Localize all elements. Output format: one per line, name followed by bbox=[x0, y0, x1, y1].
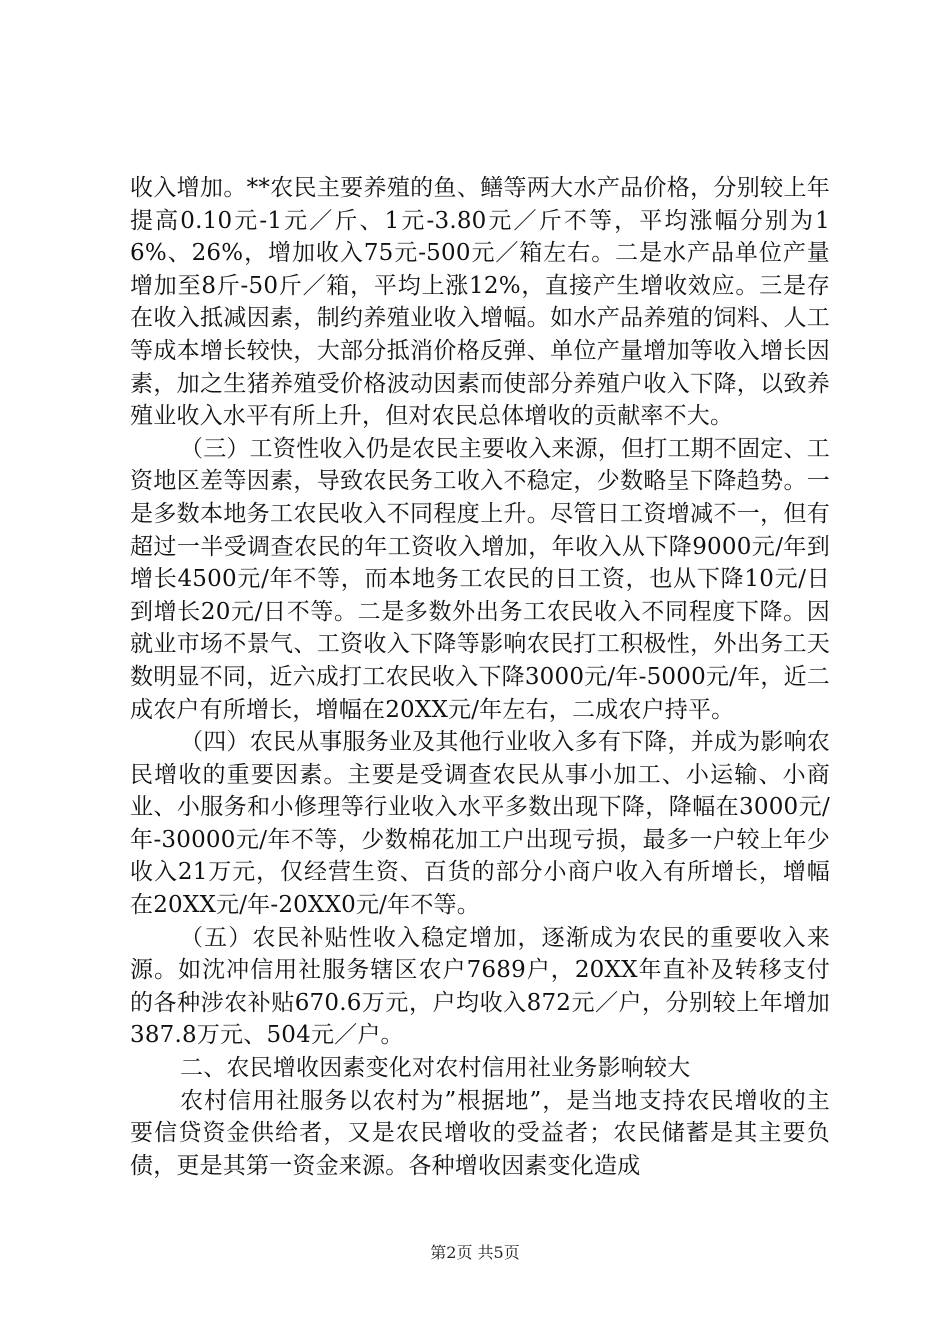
section-heading: 二、农民增收因素变化对农村信用社业务影响较大 bbox=[180, 1055, 691, 1082]
paragraph-2: （三）工资性收入仍是农民主要收入来源，但打工期不固定、工资地区差等因素，导致农民务工收入不稳定，少数略呈下降趋势。一是多数本地务工农民收入不同程度上升。尽管日工资增减不一，但有超过一半受调查农民的年工资收入增加，年收入从下降9000元/年到增长4500元/年不等，而本地务工农民的日工资，也从下降10元/日到增长20元/日不等。二是多数外出务工农民收入不同程度下降。因就业市场不景气、工资收入下降等影响农民打工积极性，外出务工天数明显不同，近六成打工农民收入下降3000元/年-5000元/年，近二成农户有所增长，增幅在20XX元/年左右，二成农户持平。 bbox=[130, 435, 830, 723]
page-footer: 第2页 共5页 bbox=[430, 1243, 520, 1262]
paragraph-3: （四）农民从事服务业及其他行业收入多有下降，并成为影响农民增收的重要因素。主要是受调查农民从事小加工、小运输、小商业、小服务和小修理等行业收入水平多数出现下降，降幅在3000元/年-30000元/年不等，少数棉花加工户出现亏损，最多一户较上年少收入21万元，仅经营生资、百货的部分小商户收入有所增长，增幅在20XX元/年-20XX0元/年不等。 bbox=[130, 729, 830, 919]
paragraph-4: （五）农民补贴性收入稳定增加，逐渐成为农民的重要收入来源。如沈冲信用社服务辖区农户7689户，20XX年直补及转移支付的各种涉农补贴670.6万元，户均收入872元／户，分别较上年增加387.8万元、504元／户。 bbox=[130, 924, 830, 1049]
document-body bbox=[130, 172, 830, 1182]
paragraph-5: 农村信用社服务以农村为”根据地”，是当地支持农民增收的主要信贷资金供给者，又是农民增收的受益者；农民储蓄是其主要负债，更是其第一资金来源。各种增收因素变化造成 bbox=[130, 1087, 830, 1179]
paragraph-1: 收入增加。**农民主要养殖的鱼、鳝等两大水产品价格，分别较上年提高0.10元-1元／斤、1元-3.80元／斤不等，平均涨幅分别为16%、26%，增加收入75元-500元／箱左右。二是水产品单位产量增加至8斤-50斤／箱，平均上涨12%，直接产生增收效应。三是存在收入抵减因素，制约养殖业收入增幅。如水产品养殖的饲料、人工等成本增长较快，大部分抵消价格反弹、单位产量增加等收入增长因素，加之生猪养殖受价格波动因素而使部分养殖户收入下降，以致养殖业收入水平有所上升，但对农民总体增收的贡献率不大。 bbox=[130, 175, 830, 430]
